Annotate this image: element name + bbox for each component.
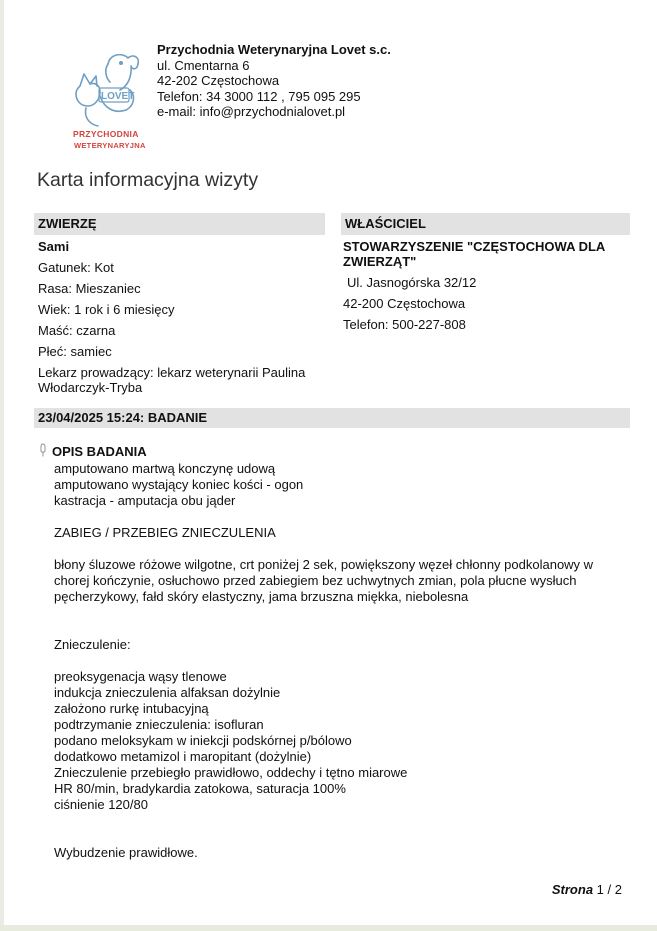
exam-description-title: OPIS BADANIA (52, 444, 147, 459)
page-label: Strona (551, 882, 594, 897)
page-edge (0, 0, 4, 931)
attending-vet: Lekarz prowadzący: lekarz weterynarii Paulina Włodarczyk-Tryba (38, 365, 306, 395)
owner-name: STOWARZYSZENIE "CZĘSTOCHOWA DLA ZWIERZĄT" (343, 239, 605, 269)
clinic-phone: Telefon: 34 3000 112 , 795 095 295 (157, 88, 361, 104)
animal-name: Sami (38, 239, 70, 254)
clinic-email: e-mail: info@przychodnialovet.pl (157, 104, 346, 119)
owner-info (343, 239, 635, 338)
logo-text-veterinary: WETERYNARYJNA (74, 141, 146, 150)
page-current: 1 (596, 882, 604, 897)
bottom-strip (0, 925, 657, 931)
pin-icon (39, 443, 47, 457)
clinic-name: Przychodnia Weterynaryjna Lovet s.c. (157, 42, 391, 57)
owner-phone: Telefon: 500-227-808 (343, 317, 466, 332)
page-total: / 2 (607, 882, 622, 897)
animal-color: Maść: czarna (38, 323, 116, 338)
animal-breed: Rasa: Mieszaniec (38, 281, 141, 296)
logo-tag: LOVET (101, 91, 135, 102)
animal-header: ZWIERZĘ (34, 213, 325, 235)
visit-header: 23/04/2025 15:24: BADANIE (34, 408, 630, 428)
page-footer (552, 882, 622, 897)
animal-species: Gatunek: Kot (38, 260, 114, 275)
document-title: Karta informacyjna wizyty (37, 169, 259, 191)
animal-sex: Płeć: samiec (38, 344, 112, 359)
clinic-info (157, 42, 391, 120)
animal-info (38, 239, 328, 401)
clinic-street: ul. Cmentarna 6 (157, 57, 250, 73)
owner-street: Ul. Jasnogórska 32/12 (347, 275, 477, 290)
owner-header: WŁAŚCICIEL (341, 213, 630, 235)
exam-description: amputowano martwą konczynę udową amputowano wystający koniec kości - ogon kastracja - amputacja obu jąder ZABIEG / PRZEBIEG ZNIECZULENIA błony śluzowe różowe wilgotne, crt poniżej 2 sek, powiększony węzeł chłonny podkolanowy w chorej kończynie, osłuchowo przed zabiegiem bez uchwytnych zmian, pola płucne wysłuch pęcherzykowy, fałd skóry elastyczny, jama brzuszna miękka, niebolesna Znieczulenie: preoksygenacja wąsy tlenowe indukcja znieczulenia alfaksan dożylnie założono rurkę intubacyjną podtrzymanie znieczulenia: isofluran podano meloksykam w iniekcji podskórnej p/bólowo dodatkowo metamizol i maropitant (dożylnie) Znieczulenie przebiegło prawidłowo, oddechy i tętno miarowe HR 80/min, bradykardia zatokowa, saturacja 100% ciśnienie 120/80 Wybudzenie prawidłowe. (54, 461, 594, 860)
animal-age: Wiek: 1 rok i 6 miesięcy (38, 302, 175, 317)
owner-city: 42-200 Częstochowa (343, 296, 466, 311)
logo-text-clinic: PRZYCHODNIA (73, 129, 139, 139)
clinic-city: 42-202 Częstochowa (157, 73, 280, 88)
